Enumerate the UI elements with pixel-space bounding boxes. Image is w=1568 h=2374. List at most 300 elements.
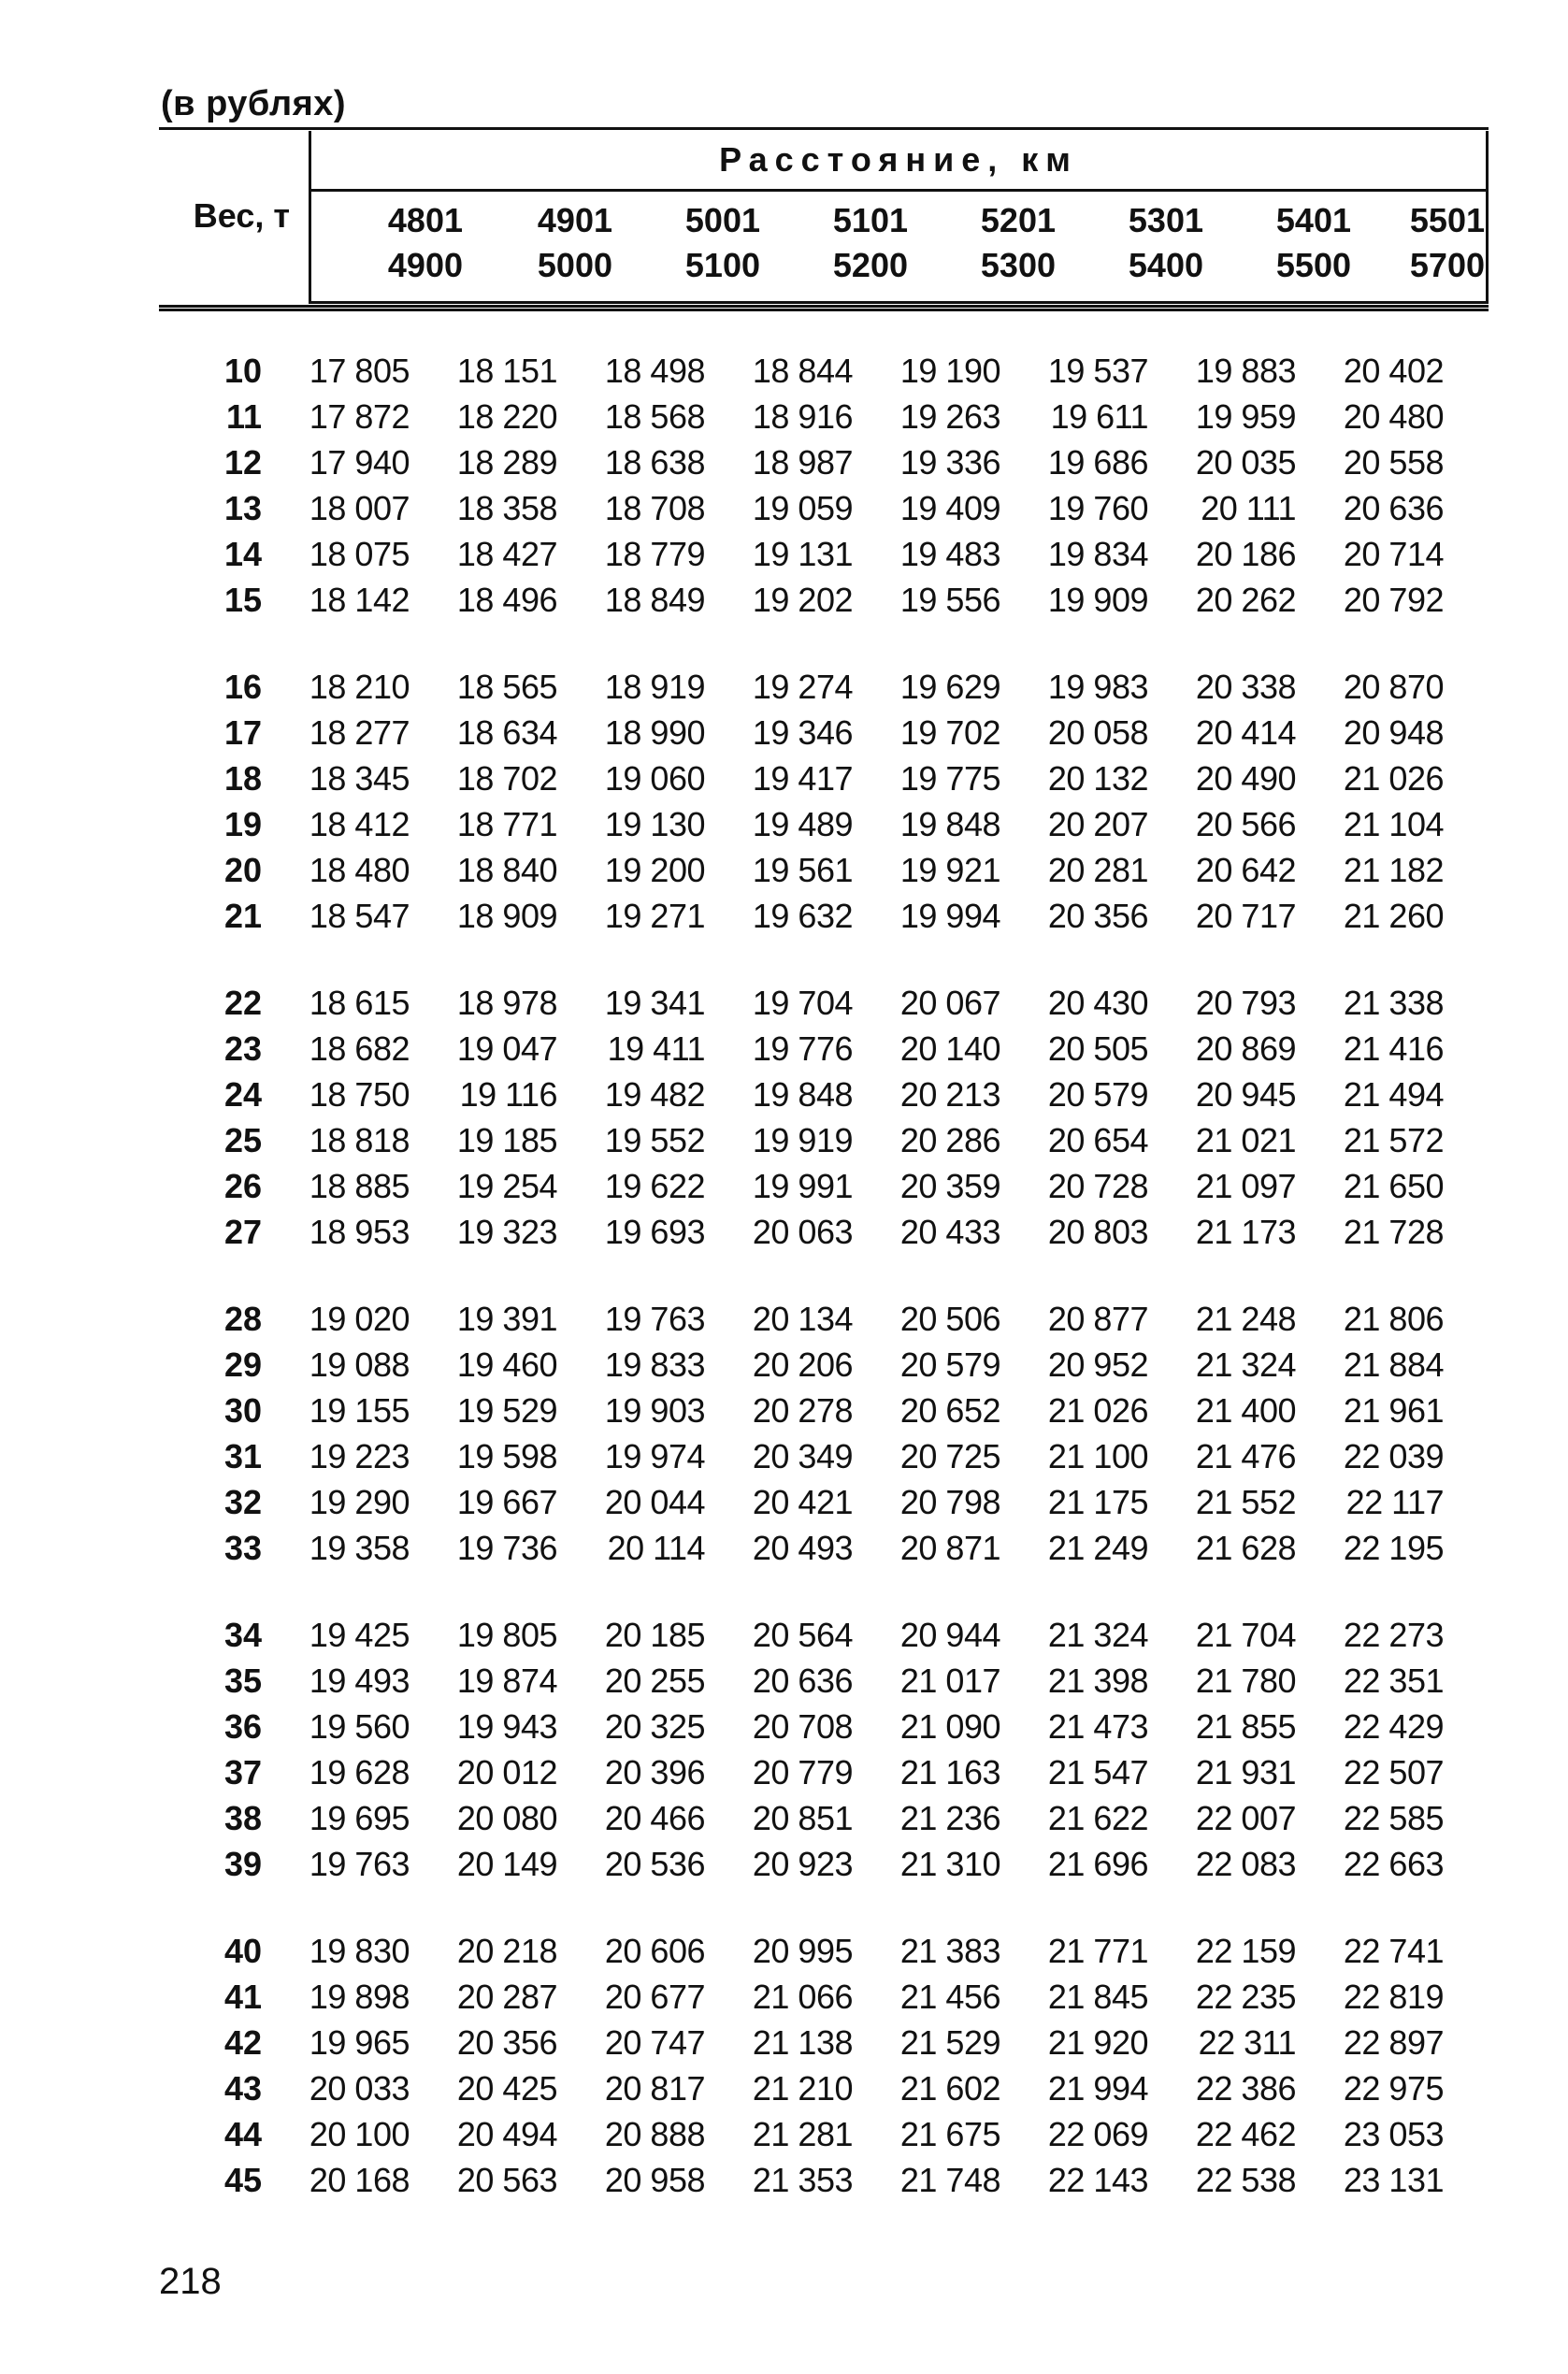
price-cell: 20 636	[752, 1661, 853, 1700]
price-cell: 22 462	[1195, 2114, 1296, 2153]
weight-cell: 40	[223, 1931, 262, 1970]
weight-column-header: Вес, т	[193, 196, 290, 235]
price-cell: 19 263	[899, 396, 1000, 436]
price-cell: 23 131	[1343, 2160, 1444, 2199]
price-cell: 20 652	[899, 1390, 1000, 1430]
price-cell: 19 974	[604, 1436, 705, 1475]
price-cell: 20 349	[752, 1436, 853, 1475]
table-row	[159, 2020, 1489, 2065]
price-cell: 21 324	[1047, 1615, 1148, 1654]
price-cell: 20 564	[752, 1615, 853, 1654]
weight-cell: 26	[223, 1166, 262, 1205]
table-row	[159, 893, 1489, 939]
table-row	[159, 2111, 1489, 2157]
price-cell: 21 383	[899, 1931, 1000, 1970]
weight-cell: 17	[223, 712, 262, 752]
price-cell: 19 489	[752, 804, 853, 843]
price-cell: 21 855	[1195, 1706, 1296, 1746]
price-cell: 21 884	[1343, 1345, 1444, 1384]
range-from: 5501	[1409, 201, 1485, 239]
table-row	[159, 2157, 1489, 2203]
price-cell: 19 898	[309, 1977, 410, 2016]
table-row	[159, 980, 1489, 1026]
price-cell: 20 185	[604, 1615, 705, 1654]
price-cell: 18 427	[456, 534, 557, 573]
price-cell: 21 324	[1195, 1345, 1296, 1384]
price-cell: 19 834	[1047, 534, 1148, 573]
price-cell: 18 547	[309, 896, 410, 935]
price-cell: 21 173	[1195, 1212, 1296, 1251]
price-cell: 19 943	[456, 1706, 557, 1746]
price-cell: 21 845	[1047, 1977, 1148, 2016]
weight-cell: 41	[223, 1977, 262, 2016]
price-cell: 21 476	[1195, 1436, 1296, 1475]
table-row	[159, 1026, 1489, 1072]
price-cell: 19 629	[899, 667, 1000, 706]
price-cell: 19 336	[899, 442, 1000, 482]
weight-cell: 45	[223, 2160, 262, 2199]
price-cell: 19 833	[604, 1345, 705, 1384]
price-cell: 18 840	[456, 850, 557, 889]
price-cell: 21 704	[1195, 1615, 1296, 1654]
distance-range-header	[1345, 198, 1485, 288]
price-cell: 21 994	[1047, 2068, 1148, 2108]
price-cell: 18 412	[309, 804, 410, 843]
distance-title: Расстояние, км	[311, 131, 1486, 192]
range-from: 4801	[387, 201, 463, 239]
weight-cell: 32	[223, 1482, 262, 1521]
price-cell: 20 035	[1195, 442, 1296, 482]
weight-cell: 13	[223, 488, 262, 527]
price-cell: 21 494	[1343, 1074, 1444, 1114]
table-row	[159, 1749, 1489, 1795]
price-cell: 20 725	[899, 1436, 1000, 1475]
price-cell: 19 131	[752, 534, 853, 573]
price-cell: 20 058	[1047, 712, 1148, 752]
price-cell: 19 667	[456, 1482, 557, 1521]
price-cell: 19 702	[899, 712, 1000, 752]
price-cell: 21 175	[1047, 1482, 1148, 1521]
price-cell: 20 506	[899, 1299, 1000, 1338]
weight-cell: 30	[223, 1390, 262, 1430]
price-cell: 19 736	[456, 1528, 557, 1567]
price-cell: 21 248	[1195, 1299, 1296, 1338]
price-cell: 18 708	[604, 488, 705, 527]
price-cell: 21 281	[752, 2114, 853, 2153]
price-cell: 19 704	[752, 983, 853, 1022]
price-cell: 19 483	[899, 534, 1000, 573]
price-cell: 20 945	[1195, 1074, 1296, 1114]
price-cell: 20 871	[899, 1528, 1000, 1567]
price-cell: 19 830	[309, 1931, 410, 1970]
price-cell: 19 983	[1047, 667, 1148, 706]
price-cell: 20 677	[604, 1977, 705, 2016]
price-cell: 19 556	[899, 580, 1000, 619]
table-row	[159, 348, 1489, 394]
price-cell: 18 289	[456, 442, 557, 482]
price-cell: 19 537	[1047, 351, 1148, 390]
price-cell: 20 803	[1047, 1212, 1148, 1251]
price-cell: 19 632	[752, 896, 853, 935]
price-cell: 20 114	[607, 1528, 705, 1567]
price-cell: 18 682	[309, 1029, 410, 1068]
range-to: 5100	[684, 246, 760, 284]
price-cell: 20 186	[1195, 534, 1296, 573]
price-cell: 20 747	[604, 2022, 705, 2062]
table-row	[159, 1612, 1489, 1658]
weight-cell: 43	[223, 2068, 262, 2108]
price-cell: 21 416	[1343, 1029, 1444, 1068]
table-row	[159, 847, 1489, 893]
price-cell: 21 066	[752, 1977, 853, 2016]
price-cell: 19 223	[309, 1436, 410, 1475]
price-cell: 20 636	[1343, 488, 1444, 527]
price-cell: 19 686	[1047, 442, 1148, 482]
price-cell: 20 708	[752, 1706, 853, 1746]
price-cell: 20 414	[1195, 712, 1296, 752]
range-from: 4901	[537, 201, 612, 239]
range-from: 5401	[1275, 201, 1351, 239]
price-cell: 21 026	[1047, 1390, 1148, 1430]
price-cell: 20 033	[309, 2068, 410, 2108]
price-cell: 20 421	[752, 1482, 853, 1521]
table-row	[159, 1433, 1489, 1479]
price-cell: 21 400	[1195, 1390, 1296, 1430]
price-cell: 20 286	[899, 1120, 1000, 1159]
price-cell: 19 417	[752, 758, 853, 798]
price-cell: 22 741	[1343, 1931, 1444, 1970]
weight-cell: 31	[223, 1436, 262, 1475]
price-cell: 22 069	[1047, 2114, 1148, 2153]
price-cell: 22 235	[1195, 1977, 1296, 2016]
price-cell: 20 793	[1195, 983, 1296, 1022]
price-cell: 20 717	[1195, 896, 1296, 935]
table-row	[159, 1704, 1489, 1749]
price-cell: 20 281	[1047, 850, 1148, 889]
unit-note: (в рублях)	[161, 84, 347, 123]
price-cell: 21 249	[1047, 1528, 1148, 1567]
price-cell: 22 159	[1195, 1931, 1296, 1970]
price-cell: 21 021	[1195, 1120, 1296, 1159]
price-cell: 21 806	[1343, 1299, 1444, 1338]
price-cell: 19 323	[456, 1212, 557, 1251]
price-cell: 20 080	[456, 1798, 557, 1837]
price-cell: 22 273	[1343, 1615, 1444, 1654]
price-cell: 19 611	[1050, 396, 1148, 436]
header-double-rule	[159, 305, 1489, 311]
price-cell: 20 792	[1343, 580, 1444, 619]
price-cell: 19 909	[1047, 580, 1148, 619]
price-cell: 20 817	[604, 2068, 705, 2108]
price-cell: 19 959	[1195, 396, 1296, 436]
price-cell: 19 493	[309, 1661, 410, 1700]
weight-cell: 19	[223, 804, 262, 843]
price-cell: 19 200	[604, 850, 705, 889]
table-row	[159, 755, 1489, 801]
price-cell: 20 869	[1195, 1029, 1296, 1068]
price-cell: 19 346	[752, 712, 853, 752]
price-cell: 22 195	[1343, 1528, 1444, 1567]
table-row	[159, 1658, 1489, 1704]
price-cell: 20 111	[1201, 488, 1296, 527]
price-cell: 19 190	[899, 351, 1000, 390]
price-cell: 20 494	[456, 2114, 557, 2153]
range-from: 5101	[832, 201, 908, 239]
price-cell: 21 602	[899, 2068, 1000, 2108]
price-cell: 19 409	[899, 488, 1000, 527]
price-cell: 20 149	[456, 1844, 557, 1883]
table-row	[159, 577, 1489, 623]
price-cell: 19 776	[752, 1029, 853, 1068]
price-cell: 20 870	[1343, 667, 1444, 706]
price-cell: 20 923	[752, 1844, 853, 1883]
price-cell: 19 059	[752, 488, 853, 527]
weight-cell: 42	[223, 2022, 262, 2062]
price-cell: 18 142	[309, 580, 410, 619]
price-cell: 18 978	[456, 983, 557, 1022]
price-cell: 18 909	[456, 896, 557, 935]
table-row	[159, 1342, 1489, 1388]
price-cell: 18 638	[604, 442, 705, 482]
price-cell: 22 429	[1343, 1706, 1444, 1746]
weight-cell: 34	[223, 1615, 262, 1654]
price-cell: 20 287	[456, 1977, 557, 2016]
price-cell: 21 622	[1047, 1798, 1148, 1837]
price-cell: 19 155	[309, 1390, 410, 1430]
price-cell: 18 277	[309, 712, 410, 752]
price-cell: 18 358	[456, 488, 557, 527]
price-cell: 20 851	[752, 1798, 853, 1837]
table-row	[159, 1795, 1489, 1841]
price-cell: 21 920	[1047, 2022, 1148, 2062]
price-cell: 21 100	[1047, 1436, 1148, 1475]
weight-cell: 11	[225, 396, 262, 436]
price-cell: 19 254	[456, 1166, 557, 1205]
table-row	[159, 1479, 1489, 1525]
table-row	[159, 439, 1489, 485]
weight-cell: 18	[223, 758, 262, 798]
price-cell: 18 916	[752, 396, 853, 436]
weight-cell: 20	[223, 850, 262, 889]
table-row	[159, 531, 1489, 577]
price-cell: 19 202	[752, 580, 853, 619]
range-to: 5000	[537, 246, 612, 284]
price-cell: 21 650	[1343, 1166, 1444, 1205]
price-cell: 20 654	[1047, 1120, 1148, 1159]
price-cell: 18 615	[309, 983, 410, 1022]
price-cell: 21 310	[899, 1844, 1000, 1883]
distance-range-header	[915, 198, 1056, 288]
price-cell: 21 931	[1195, 1752, 1296, 1791]
row-group	[159, 1612, 1489, 1887]
weight-cell: 21	[223, 896, 262, 935]
price-cell: 19 919	[752, 1120, 853, 1159]
page-number: 218	[159, 2261, 222, 2302]
price-cell: 20 402	[1343, 351, 1444, 390]
price-cell: 20 563	[456, 2160, 557, 2199]
price-cell: 20 779	[752, 1752, 853, 1791]
price-cell: 18 953	[309, 1212, 410, 1251]
price-cell: 19 552	[604, 1120, 705, 1159]
price-cell: 20 338	[1195, 667, 1296, 706]
price-cell: 20 425	[456, 2068, 557, 2108]
price-cell: 19 529	[456, 1390, 557, 1430]
price-cell: 20 359	[899, 1166, 1000, 1205]
price-cell: 20 877	[1047, 1299, 1148, 1338]
price-cell: 18 779	[604, 534, 705, 573]
price-cell: 21 572	[1343, 1120, 1444, 1159]
weight-cell: 33	[223, 1528, 262, 1567]
price-cell: 20 218	[456, 1931, 557, 1970]
price-cell: 21 163	[899, 1752, 1000, 1791]
price-cell: 20 505	[1047, 1029, 1148, 1068]
row-group	[159, 980, 1489, 1255]
price-cell: 19 130	[604, 804, 705, 843]
tariff-table-body	[159, 348, 1489, 2244]
price-cell: 18 568	[604, 396, 705, 436]
price-cell: 18 480	[309, 850, 410, 889]
price-cell: 19 693	[604, 1212, 705, 1251]
price-cell: 20 952	[1047, 1345, 1148, 1384]
price-cell: 20 995	[752, 1931, 853, 1970]
price-cell: 20 206	[752, 1345, 853, 1384]
price-cell: 18 849	[604, 580, 705, 619]
price-cell: 19 965	[309, 2022, 410, 2062]
price-cell: 20 063	[752, 1212, 853, 1251]
price-cell: 18 498	[604, 351, 705, 390]
header-top-rule	[159, 127, 1489, 130]
price-cell: 20 558	[1343, 442, 1444, 482]
price-cell: 19 775	[899, 758, 1000, 798]
table-row	[159, 710, 1489, 755]
price-cell: 20 579	[1047, 1074, 1148, 1114]
price-cell: 22 663	[1343, 1844, 1444, 1883]
table-row	[159, 394, 1489, 439]
price-cell: 21 338	[1343, 983, 1444, 1022]
price-cell: 19 848	[752, 1074, 853, 1114]
price-cell: 19 020	[309, 1299, 410, 1338]
price-cell: 20 134	[752, 1299, 853, 1338]
price-cell: 22 538	[1195, 2160, 1296, 2199]
price-cell: 21 529	[899, 2022, 1000, 2062]
weight-cell: 28	[223, 1299, 262, 1338]
row-group	[159, 1928, 1489, 2203]
price-cell: 20 012	[456, 1752, 557, 1791]
price-cell: 22 507	[1343, 1752, 1444, 1791]
price-cell: 20 430	[1047, 983, 1148, 1022]
price-cell: 18 702	[456, 758, 557, 798]
price-cell: 18 220	[456, 396, 557, 436]
table-row	[159, 1841, 1489, 1887]
price-cell: 20 213	[899, 1074, 1000, 1114]
table-row	[159, 2065, 1489, 2111]
price-cell: 19 874	[456, 1661, 557, 1700]
price-cell: 19 994	[899, 896, 1000, 935]
price-cell: 18 844	[752, 351, 853, 390]
price-cell: 19 116	[459, 1074, 557, 1114]
price-cell: 21 236	[899, 1798, 1000, 1837]
price-cell: 21 138	[752, 2022, 853, 2062]
price-cell: 21 456	[899, 1977, 1000, 2016]
range-to: 5500	[1275, 246, 1351, 284]
price-cell: 19 763	[604, 1299, 705, 1338]
range-to: 5200	[832, 246, 908, 284]
price-cell: 19 883	[1195, 351, 1296, 390]
range-from: 5301	[1128, 201, 1203, 239]
table-row	[159, 1117, 1489, 1163]
price-cell: 21 628	[1195, 1528, 1296, 1567]
table-row	[159, 1296, 1489, 1342]
distance-range-header	[620, 198, 760, 288]
price-cell: 18 345	[309, 758, 410, 798]
price-cell: 21 675	[899, 2114, 1000, 2153]
price-cell: 19 460	[456, 1345, 557, 1384]
table-row	[159, 1928, 1489, 1974]
price-cell: 20 493	[752, 1528, 853, 1567]
table-row	[159, 1209, 1489, 1255]
price-cell: 18 750	[309, 1074, 410, 1114]
price-cell: 21 771	[1047, 1931, 1148, 1970]
price-cell: 19 185	[456, 1120, 557, 1159]
price-cell: 20 944	[899, 1615, 1000, 1654]
price-cell: 19 290	[309, 1482, 410, 1521]
price-cell: 20 958	[604, 2160, 705, 2199]
price-cell: 19 848	[899, 804, 1000, 843]
price-cell: 19 358	[309, 1528, 410, 1567]
price-cell: 19 341	[604, 983, 705, 1022]
range-to: 5300	[980, 246, 1056, 284]
distance-range-header	[472, 198, 612, 288]
price-cell: 19 482	[604, 1074, 705, 1114]
table-row	[159, 1974, 1489, 2020]
price-cell: 19 274	[752, 667, 853, 706]
price-cell: 21 260	[1343, 896, 1444, 935]
weight-cell: 29	[223, 1345, 262, 1384]
price-cell: 19 060	[604, 758, 705, 798]
weight-cell: 38	[223, 1798, 262, 1837]
price-cell: 21 026	[1343, 758, 1444, 798]
row-group	[159, 348, 1489, 623]
price-cell: 17 872	[309, 396, 410, 436]
price-cell: 20 606	[604, 1931, 705, 1970]
weight-cell: 12	[223, 442, 262, 482]
table-row	[159, 1072, 1489, 1117]
price-cell: 20 396	[604, 1752, 705, 1791]
price-cell: 18 990	[604, 712, 705, 752]
weight-cell: 39	[223, 1844, 262, 1883]
price-cell: 17 940	[309, 442, 410, 482]
weight-cell: 15	[223, 580, 262, 619]
price-cell: 23 053	[1343, 2114, 1444, 2153]
table-row	[159, 801, 1489, 847]
price-cell: 21 547	[1047, 1752, 1148, 1791]
price-cell: 20 566	[1195, 804, 1296, 843]
price-cell: 22 386	[1195, 2068, 1296, 2108]
price-cell: 20 255	[604, 1661, 705, 1700]
price-cell: 20 480	[1343, 396, 1444, 436]
price-cell: 21 097	[1195, 1166, 1296, 1205]
price-cell: 22 117	[1345, 1482, 1444, 1521]
weight-cell: 24	[223, 1074, 262, 1114]
price-cell: 21 398	[1047, 1661, 1148, 1700]
table-row	[159, 1163, 1489, 1209]
price-cell: 19 411	[607, 1029, 705, 1068]
price-cell: 22 819	[1343, 1977, 1444, 2016]
price-cell: 20 728	[1047, 1166, 1148, 1205]
price-cell: 20 278	[752, 1390, 853, 1430]
price-cell: 19 695	[309, 1798, 410, 1837]
price-cell: 19 560	[309, 1706, 410, 1746]
